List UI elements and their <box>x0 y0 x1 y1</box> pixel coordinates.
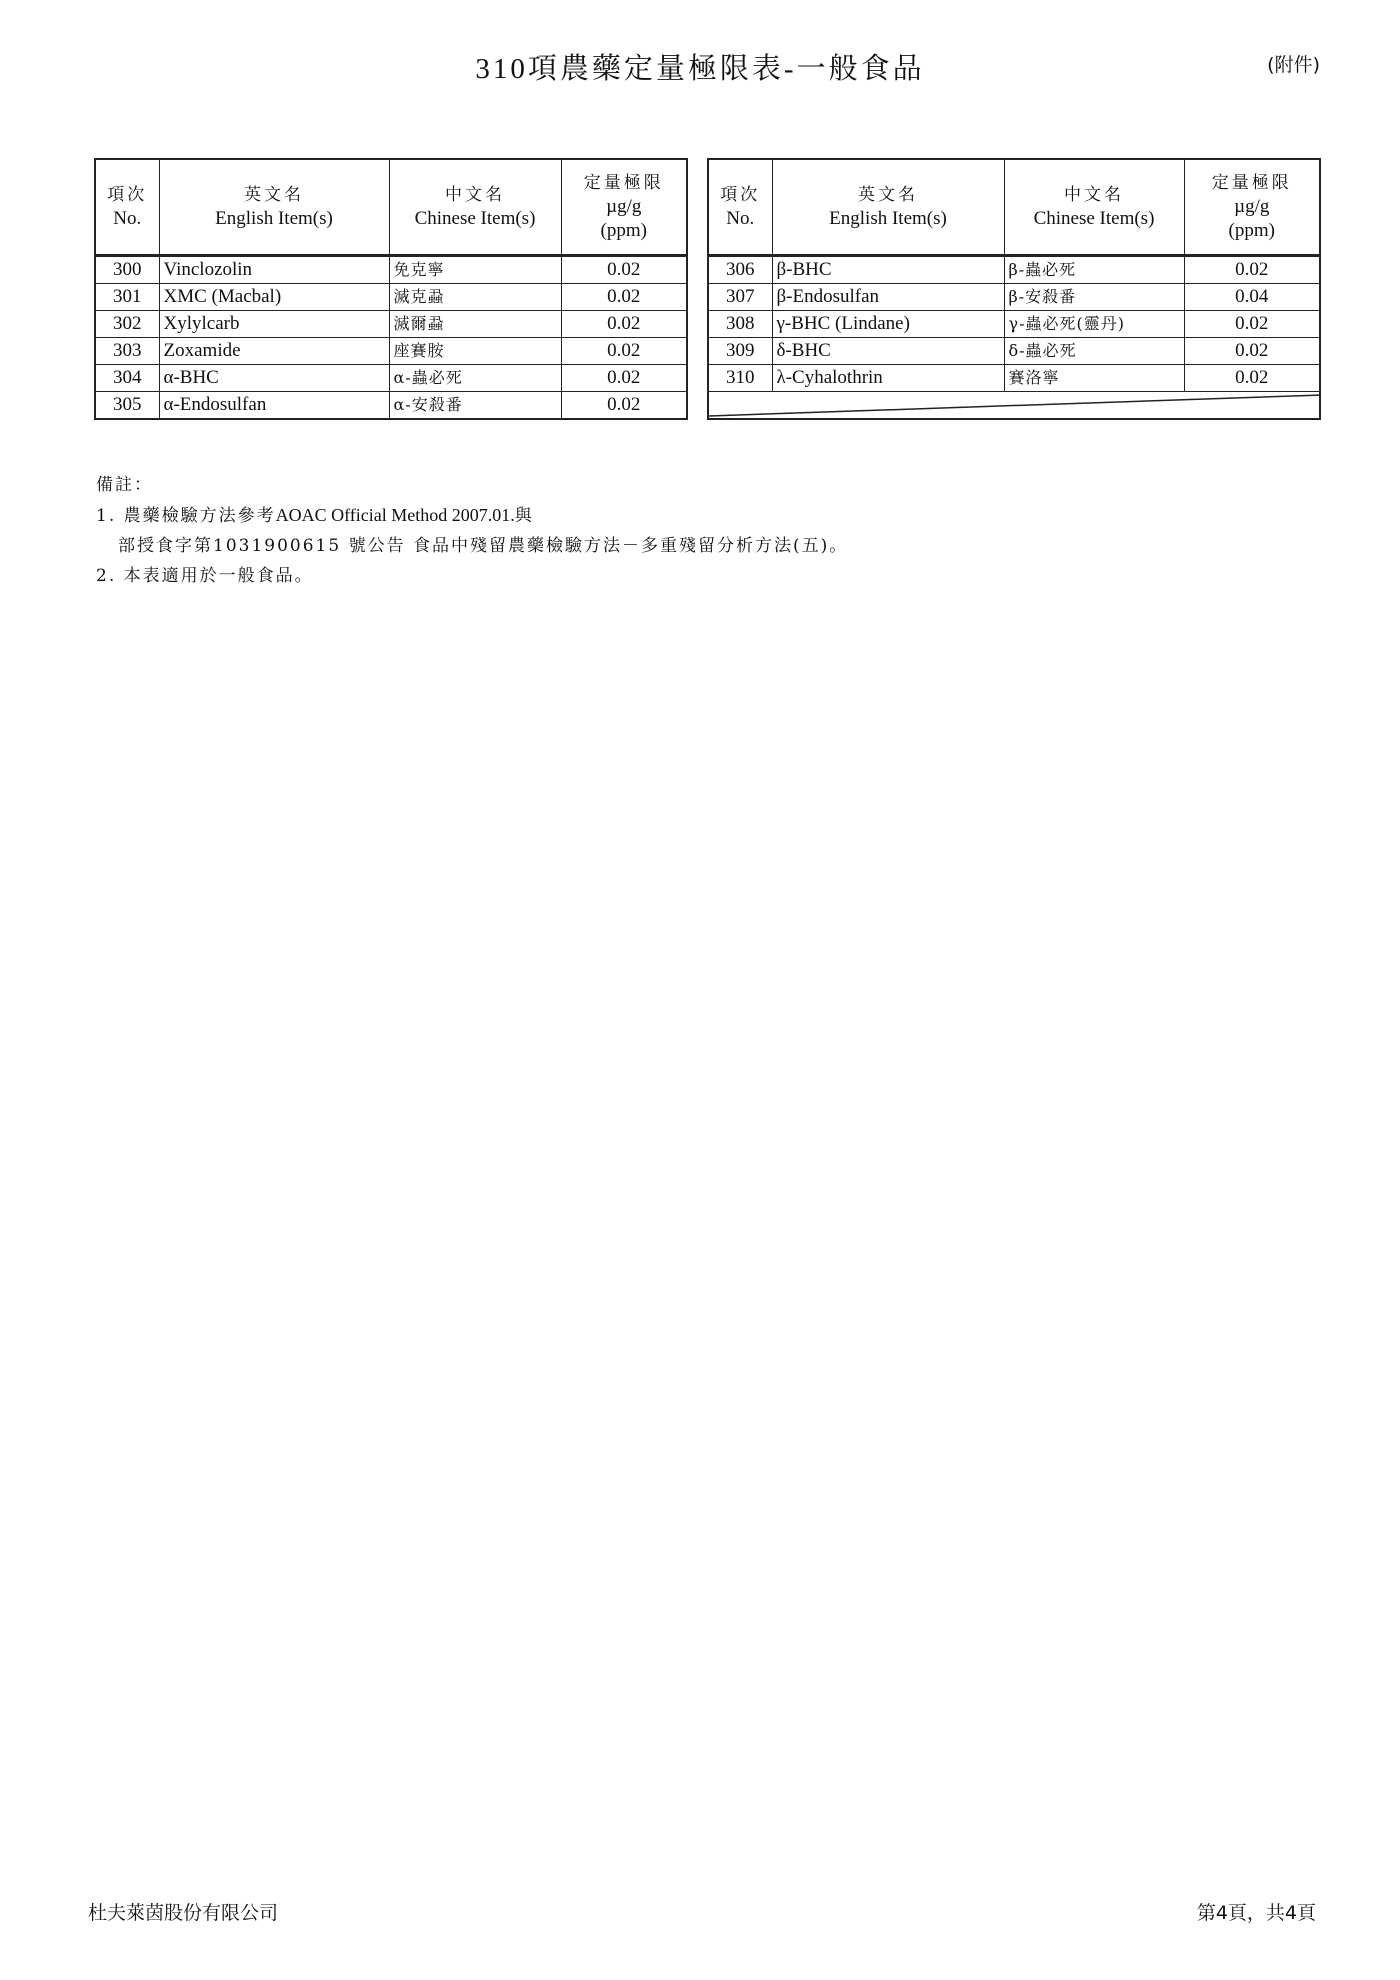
cell-english: α-Endosulfan <box>159 392 389 420</box>
cell-chinese: 滅克蝨 <box>389 284 561 311</box>
cell-no: 307 <box>708 284 772 311</box>
footer-company: 杜夫萊茵股份有限公司 <box>88 1902 279 1924</box>
footer-page-number: 第4頁，共4頁 <box>1196 1902 1316 1924</box>
cell-chinese: γ-蟲必死(靈丹) <box>1004 311 1184 338</box>
cell-loq: 0.04 <box>1184 284 1320 311</box>
cell-chinese: β-安殺番 <box>1004 284 1184 311</box>
table-row <box>708 311 1320 338</box>
cell-chinese: 滅爾蝨 <box>389 311 561 338</box>
cell-chinese: 免克寧 <box>389 256 561 284</box>
table-row <box>95 311 687 338</box>
cell-no: 301 <box>95 284 159 311</box>
note-line-2: 部授食字第1031900615 號公告 食品中殘留農藥檢驗方法－多重殘留分析方法(五)。 <box>118 536 849 556</box>
cell-english: γ-BHC (Lindane) <box>772 311 1004 338</box>
cell-loq: 0.02 <box>561 338 687 365</box>
pesticide-table-right <box>707 158 1321 420</box>
page-title: 310項農藥定量極限表-一般食品 <box>475 53 925 85</box>
notes-heading: 備註： <box>96 475 153 495</box>
table-row <box>708 338 1320 365</box>
cell-chinese: α-蟲必死 <box>389 365 561 392</box>
header-no: 項次 No. <box>708 159 772 256</box>
cell-loq: 0.02 <box>561 365 687 392</box>
header-english: 英文名 English Item(s) <box>772 159 1004 256</box>
empty-cell <box>708 392 1320 420</box>
cell-loq: 0.02 <box>1184 256 1320 284</box>
cell-english: Vinclozolin <box>159 256 389 284</box>
cell-no: 304 <box>95 365 159 392</box>
cell-english: Xylylcarb <box>159 311 389 338</box>
cell-english: δ-BHC <box>772 338 1004 365</box>
strike-through-line <box>709 392 1320 418</box>
cell-no: 309 <box>708 338 772 365</box>
cell-no: 302 <box>95 311 159 338</box>
header-chinese: 中文名 Chinese Item(s) <box>389 159 561 256</box>
cell-no: 308 <box>708 311 772 338</box>
cell-loq: 0.02 <box>1184 311 1320 338</box>
table-row <box>95 338 687 365</box>
cell-no: 300 <box>95 256 159 284</box>
cell-english: Zoxamide <box>159 338 389 365</box>
header-loq: 定量極限 µg/g (ppm) <box>561 159 687 256</box>
table-row <box>95 365 687 392</box>
cell-loq: 0.02 <box>561 392 687 420</box>
cell-no: 310 <box>708 365 772 392</box>
table-row <box>95 256 687 284</box>
table-row <box>708 256 1320 284</box>
table-header-row <box>708 159 1320 256</box>
note-line-1: 1. 農藥檢驗方法參考AOAC Official Method 2007.01.與 <box>96 505 534 526</box>
cell-loq: 0.02 <box>561 311 687 338</box>
cell-loq: 0.02 <box>561 256 687 284</box>
cell-no: 306 <box>708 256 772 284</box>
cell-chinese: 賽洛寧 <box>1004 365 1184 392</box>
cell-no: 305 <box>95 392 159 420</box>
cell-chinese: 座賽胺 <box>389 338 561 365</box>
cell-english: XMC (Macbal) <box>159 284 389 311</box>
note-line-3: 2. 本表適用於一般食品。 <box>96 566 314 586</box>
empty-row <box>708 392 1320 420</box>
cell-chinese: α-安殺番 <box>389 392 561 420</box>
cell-chinese: β-蟲必死 <box>1004 256 1184 284</box>
table-row <box>95 284 687 311</box>
header-loq: 定量極限 µg/g (ppm) <box>1184 159 1320 256</box>
header-no: 項次 No. <box>95 159 159 256</box>
notes-section <box>96 470 848 591</box>
attachment-label: (附件) <box>1267 54 1320 76</box>
table-row <box>95 392 687 420</box>
table-row <box>708 365 1320 392</box>
cell-loq: 0.02 <box>1184 338 1320 365</box>
cell-loq: 0.02 <box>1184 365 1320 392</box>
header-chinese: 中文名 Chinese Item(s) <box>1004 159 1184 256</box>
header-english: 英文名 English Item(s) <box>159 159 389 256</box>
cell-english: λ-Cyhalothrin <box>772 365 1004 392</box>
cell-chinese: δ-蟲必死 <box>1004 338 1184 365</box>
cell-loq: 0.02 <box>561 284 687 311</box>
table-row <box>708 284 1320 311</box>
cell-english: β-BHC <box>772 256 1004 284</box>
cell-no: 303 <box>95 338 159 365</box>
pesticide-table-left <box>94 158 688 420</box>
table-header-row <box>95 159 687 256</box>
cell-english: β-Endosulfan <box>772 284 1004 311</box>
cell-english: α-BHC <box>159 365 389 392</box>
